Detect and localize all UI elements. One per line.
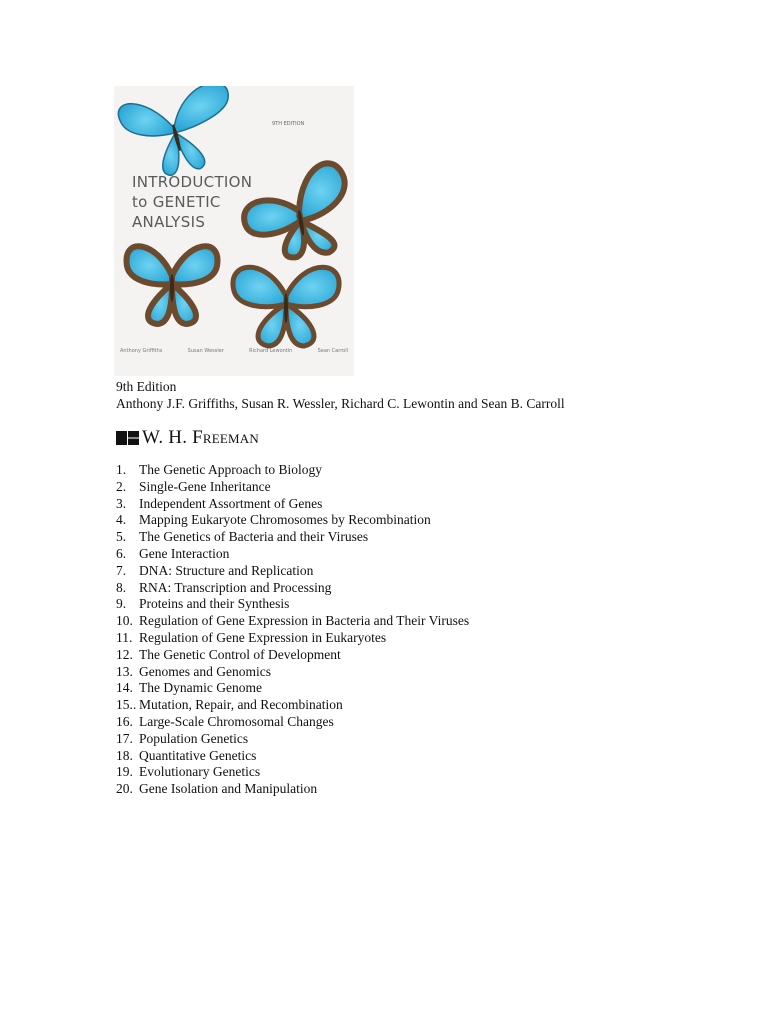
toc-item xyxy=(116,697,469,714)
toc-title: Large-Scale Chromosomal Changes xyxy=(139,713,334,729)
toc-number: 14. xyxy=(116,680,133,696)
toc-title: The Genetics of Bacteria and their Viruses xyxy=(139,529,369,545)
toc-number: 12. xyxy=(116,646,133,662)
toc-item xyxy=(116,647,469,664)
toc-number: 6. xyxy=(116,545,127,561)
publisher-name: W. H. Freeman xyxy=(142,427,259,448)
toc-number: 18. xyxy=(116,747,133,763)
toc-number: 5. xyxy=(116,529,127,545)
cover-authors xyxy=(120,348,348,354)
toc-title: Single-Gene Inheritance xyxy=(139,478,271,494)
toc-title: Gene Isolation and Manipulation xyxy=(139,781,318,797)
toc-item xyxy=(116,680,469,697)
toc-title: Genomes and Genomics xyxy=(139,663,271,679)
freeman-logo-icon xyxy=(116,431,139,445)
toc-number: 16. xyxy=(116,713,133,729)
toc-title: The Genetic Approach to Biology xyxy=(139,462,322,477)
book-cover-image xyxy=(114,86,354,376)
toc-item xyxy=(116,529,469,546)
toc-item xyxy=(116,462,469,479)
toc-number: 2. xyxy=(116,478,127,494)
toc-item xyxy=(116,546,469,563)
toc-title: DNA: Structure and Replication xyxy=(139,562,314,578)
cover-title-line: INTRODUCTION xyxy=(132,173,253,191)
publisher xyxy=(116,427,259,449)
toc-number: 9. xyxy=(116,596,127,612)
cover-author: Richard Lewontin xyxy=(249,348,293,354)
toc-item xyxy=(116,596,469,613)
toc-title: The Dynamic Genome xyxy=(139,680,262,696)
toc-title: Gene Interaction xyxy=(139,545,230,561)
toc-item xyxy=(116,764,469,781)
toc-item xyxy=(116,613,469,630)
toc-number: 7. xyxy=(116,562,127,578)
toc-item xyxy=(116,563,469,580)
authors-line: Anthony J.F. Griffiths, Susan R. Wessler, Richard C. Lewontin and Sean B. Carroll xyxy=(116,396,565,411)
cover-title-line: ANALYSIS xyxy=(132,213,206,231)
toc-number: 17. xyxy=(116,730,133,746)
toc-title: Population Genetics xyxy=(139,730,249,746)
butterfly-icon xyxy=(127,246,218,324)
cover-title-line: to GENETIC xyxy=(132,193,221,211)
toc-title: Proteins and their Synthesis xyxy=(139,596,290,612)
toc-title: Mapping Eukaryote Chromosomes by Recombination xyxy=(139,512,431,528)
toc-number: 20. xyxy=(116,781,133,797)
toc-item xyxy=(116,748,469,765)
toc-title: Mutation, Repair, and Recombination xyxy=(139,697,343,713)
toc-item xyxy=(116,664,469,681)
toc-number: 10. xyxy=(116,613,133,629)
butterfly-icon xyxy=(233,267,339,346)
toc-item xyxy=(116,479,469,496)
toc-number: 8. xyxy=(116,579,127,595)
cover-author: Anthony Griffiths xyxy=(120,348,163,354)
toc-item xyxy=(116,630,469,647)
toc-item xyxy=(116,580,469,597)
toc-title: Regulation of Gene Expression in Eukaryotes xyxy=(139,629,387,645)
toc-number: 1. xyxy=(116,462,127,477)
toc-number: 19. xyxy=(116,764,133,780)
butterfly-icon xyxy=(237,161,354,266)
toc-title: The Genetic Control of Development xyxy=(139,646,341,662)
toc-item xyxy=(116,496,469,513)
butterfly-icon xyxy=(116,86,245,185)
toc-title: Evolutionary Genetics xyxy=(139,764,261,780)
toc-number: 3. xyxy=(116,495,127,511)
toc-number: 11. xyxy=(116,629,133,645)
toc-item xyxy=(116,781,469,798)
toc-number: 4. xyxy=(116,512,127,528)
edition-label: 9th Edition xyxy=(116,379,177,394)
cover-author: Susan Wessler xyxy=(187,348,224,354)
toc-item xyxy=(116,731,469,748)
table-of-contents xyxy=(116,462,469,798)
cover-title xyxy=(132,172,252,232)
toc-title: Independent Assortment of Genes xyxy=(139,495,323,511)
toc-number: 15.. xyxy=(116,697,137,713)
toc-item xyxy=(116,512,469,529)
toc-title: Quantitative Genetics xyxy=(139,747,257,763)
toc-title: Regulation of Gene Expression in Bacteria and Their Viruses xyxy=(139,613,470,629)
cover-author: Sean Carroll xyxy=(317,348,348,354)
toc-number: 13. xyxy=(116,663,133,679)
toc-title: RNA: Transcription and Processing xyxy=(139,579,332,595)
book-meta xyxy=(116,378,565,412)
toc-item xyxy=(116,714,469,731)
cover-edition-badge: 9TH EDITION xyxy=(272,121,305,127)
